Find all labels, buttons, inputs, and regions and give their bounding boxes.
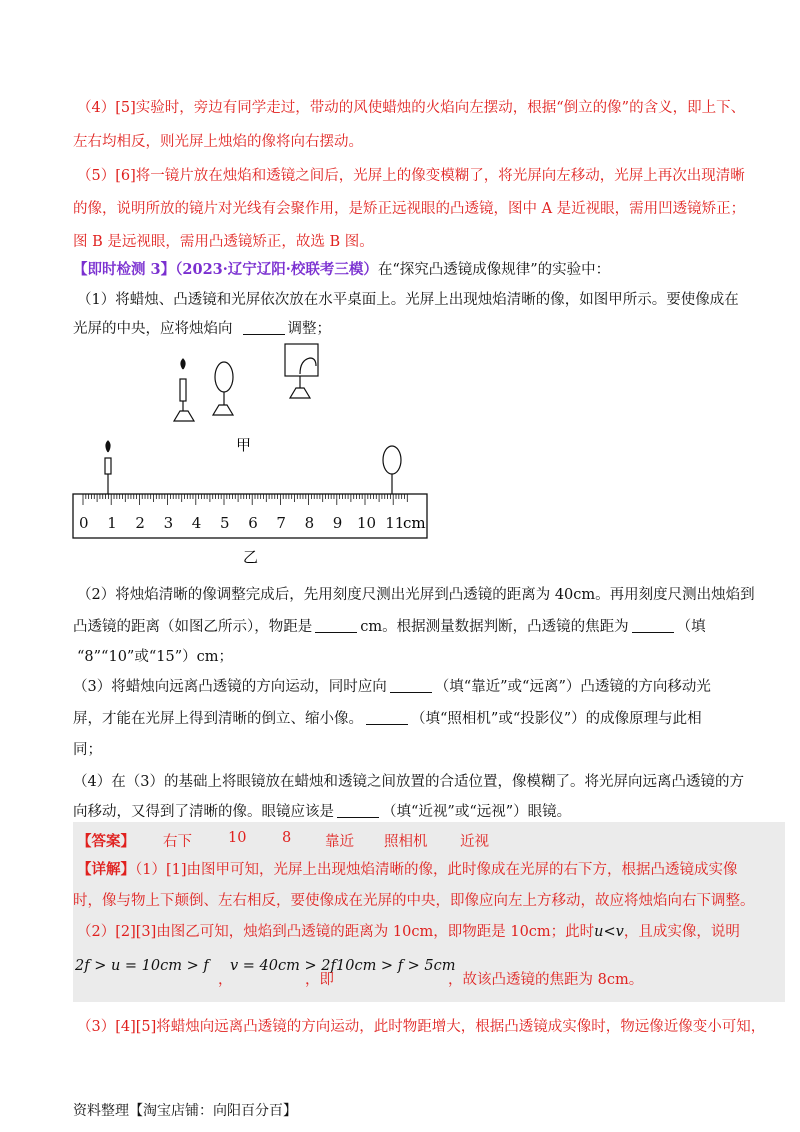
ruler-number: 9 xyxy=(332,514,343,532)
math-sep: ， xyxy=(218,972,233,988)
ruler-number: 5 xyxy=(220,514,230,532)
answer-item: 右下 xyxy=(163,834,192,850)
text-line: 的像，说明所放的镜片对光线有会聚作用，是矫正远视眼的凸透镜，图中 A 是近视眼，需用凹透镜矫正； xyxy=(73,201,746,217)
question-stem: 在“探究凸透镜成像规律”的实验中： xyxy=(377,262,611,278)
label-yi: 乙 xyxy=(243,548,259,566)
detail-line: 【详解】（1）[1]由图甲可知，光屏上出现烛焰清晰的像，此时像成在光屏的右下方，根据凸透镜成实像 xyxy=(77,861,738,878)
text-line: （3）将蜡烛向远离凸透镜的方向运动，同时应向 （填“靠近”或“远离”）凸透镜的方向移动光 xyxy=(73,679,711,695)
lens-on-ruler-icon xyxy=(383,446,401,494)
text-line: 同； xyxy=(73,742,102,758)
math-expr: 10cm > f > 5cm xyxy=(336,958,456,974)
text-line: （4）在（3）的基础上将眼镜放在蜡烛和透镜之间放置的合适位置，像模糊了。将光屏向远离凸透镜的方 xyxy=(73,774,744,790)
screen-icon xyxy=(285,344,318,398)
text-line: 向移动，又得到了清晰的像。眼镜应该是 （填“近视”或“远视”）眼镜。 xyxy=(73,804,572,820)
ruler-number: 4 xyxy=(191,514,202,532)
ruler-number: 2 xyxy=(135,514,145,532)
text-line: 光屏的中央，应将烛焰向 调整； xyxy=(73,321,331,337)
math-expr: 2f > u = 10cm > f xyxy=(75,958,209,974)
ruler-number: 1 xyxy=(107,514,117,532)
text-line: （5）[6]将一镜片放在烛焰和透镜之间后，光屏上的像变模糊了，将光屏向左移动，光屏上再次出现清晰 xyxy=(77,168,745,184)
lens-icon xyxy=(213,362,233,415)
answer-item: 近视 xyxy=(460,834,489,850)
detail-line: ，故该凸透镜的焦距为 8cm。 xyxy=(448,972,644,988)
label-jia: 甲 xyxy=(236,436,252,454)
text-line: “8”“10”或“15”）cm； xyxy=(77,649,233,665)
answer-item: 10 xyxy=(228,830,247,846)
text-line: （2）将烛焰清晰的像调整完成后，先用刻度尺测出光屏到凸透镜的距离为 40cm。再用刻度尺测出烛焰到 xyxy=(77,587,755,603)
answer-item: 8 xyxy=(282,830,292,846)
question-tag: 【即时检测 3】 xyxy=(73,261,176,278)
ruler-number: 6 xyxy=(248,514,258,532)
detail-line: （3）[4][5]将蜡烛向远离凸透镜的方向运动，此时物距增大，根据凸透镜成实像时，物远像近像变小可知， xyxy=(77,1019,766,1035)
ruler-unit: cm xyxy=(403,514,426,532)
detail-line: 时，像与物上下颠倒、左右相反，要使像成在光屏的中央，即像应向左上方移动，故应将烛焰向右下调整。 xyxy=(73,893,755,909)
math-sep: ，即 xyxy=(305,972,334,988)
candle-icon xyxy=(174,359,194,421)
ruler-number: 3 xyxy=(163,514,174,532)
ruler-number: 0 xyxy=(79,514,89,532)
ruler-number: 7 xyxy=(276,514,286,532)
detail-line: （2）[2][3]由图乙可知，烛焰到凸透镜的距离为 10cm，即物距是 10cm；此时u<v，且成实像，说明 xyxy=(77,924,740,940)
answer-item: 照相机 xyxy=(384,834,428,850)
text-line: （4）[5]实验时，旁边有同学走过，带动的风使蜡烛的火焰向左摆动，根据“倒立的像”的含义，即上下、 xyxy=(77,100,746,116)
footer: 资料整理【淘宝店铺：向阳百分百】 xyxy=(73,1103,297,1119)
answer-tag: 【答案】 xyxy=(77,833,135,850)
candle-on-ruler-icon xyxy=(105,441,111,494)
question-source: （2023·辽宁辽阳·校联考三模） xyxy=(175,261,378,278)
ruler-number: 10 xyxy=(357,514,377,532)
ruler-number: 8 xyxy=(304,514,315,532)
text-line: 左右均相反，则光屏上烛焰的像将向右摆动。 xyxy=(73,134,363,150)
text-line: 图 B 是远视眼，需用凸透镜矫正，故选 B 图。 xyxy=(73,234,374,250)
text-line: 凸透镜的距离（如图乙所示），物距是 cm。根据测量数据判断，凸透镜的焦距为 （填 xyxy=(73,619,706,635)
math-expr: v = 40cm > 2f xyxy=(230,958,336,974)
text-line: 屏，才能在光屏上得到清晰的倒立、缩小像。 （填“照相机”或“投影仪”）的成像原理与此相 xyxy=(73,711,702,727)
text-line: （1）将蜡烛、凸透镜和光屏依次放在水平桌面上。光屏上出现烛焰清晰的像，如图甲所示。要使像成在 xyxy=(77,292,739,308)
answer-item: 靠近 xyxy=(325,834,354,850)
ruler-number: 11 xyxy=(385,514,405,532)
